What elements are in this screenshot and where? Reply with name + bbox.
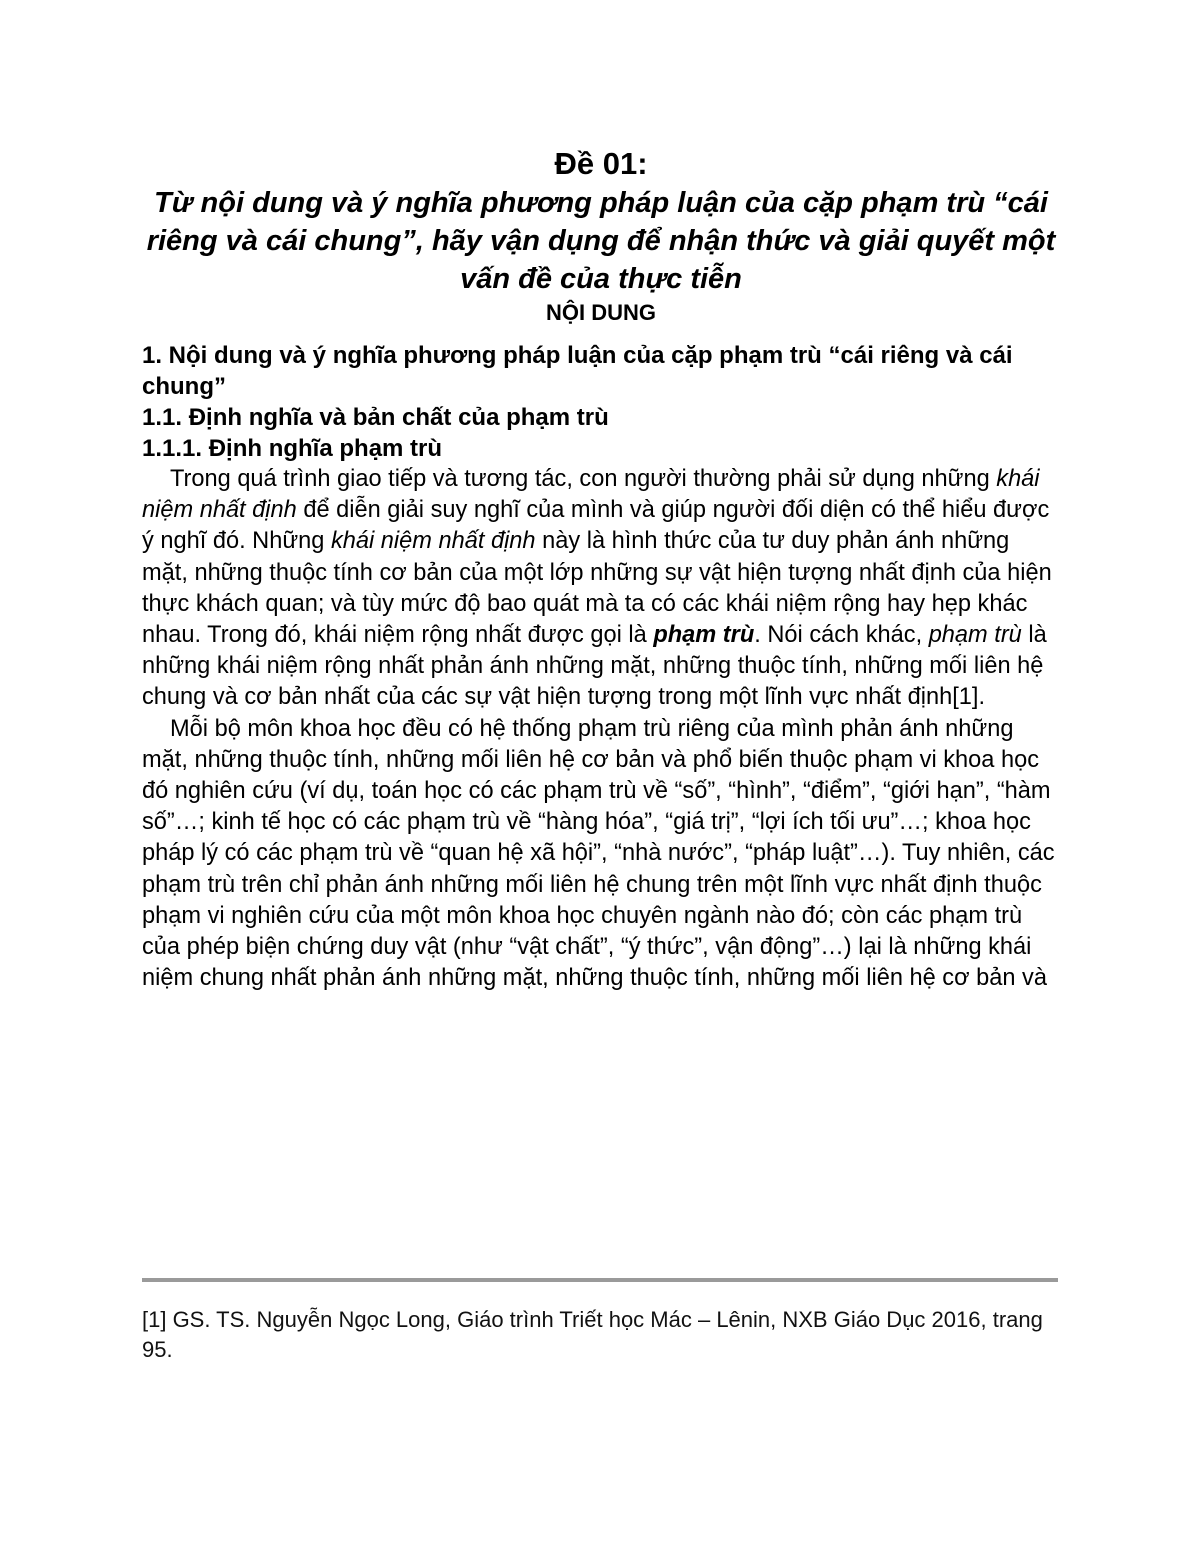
para1-italic-2: khái niệm nhất định (330, 528, 536, 555)
content-heading: NỘI DUNG (546, 300, 656, 325)
heading-1-1-1: 1.1.1. Định nghĩa phạm trù (142, 435, 443, 462)
paragraph-1 (142, 464, 1060, 714)
main-content (142, 144, 1060, 994)
paragraph-2: Mỗi bộ môn khoa học đều có hệ thống phạm trù riêng của mình phản ánh những mặt, những thuộc tính, những mối liên hệ cơ bản và phổ biến thuộc phạm vi khoa học đó nghiên cứu (ví dụ, toán học có các phạm trù về “số”, “hình”, “điểm”, “giới hạn”, “hàm số”…; kinh tế học có các phạm trù về “hàng hóa”, “giá trị”, “lợi ích tối ưu”…; khoa học pháp lý có các phạm trù về “quan hệ xã hội”, “nhà nước”, “pháp luật”…). Tuy nhiên, các phạm trù trên chỉ phản ánh những mối liên hệ chung trên một lĩnh vực nhất định thuộc phạm vi nghiên cứu của một môn khoa học chuyên ngành nào đó; còn các phạm trù của phép biện chứng duy vật (như “vật chất”, “ý thức”, vận động”…) lại là những khái niệm chung nhất phản ánh những mặt, những thuộc tính, những mối liên hệ cơ bản và (142, 715, 1055, 992)
topic-title: Từ nội dung và ý nghĩa phương pháp luận của cặp phạm trù “cái riêng và cái chung”, hãy vận dụng để nhận thức và giải quyết một vấn đề của thực tiễn (146, 187, 1056, 295)
para1-italic-1: khái niệm nhất định (142, 466, 1040, 524)
para1-text-5: là những khái niệm rộng nhất phản ánh những mặt, những thuộc tính, những mối liên hệ chung và cơ bản nhất của các sự vật hiện tượng trong một lĩnh vực nhất định (142, 622, 1047, 711)
para1-italic-3: phạm trù (928, 622, 1022, 649)
para1-text-6: . (978, 684, 985, 711)
heading-1: 1. Nội dung và ý nghĩa phương pháp luận của cặp phạm trù “cái riêng và cái chung” (142, 342, 1013, 400)
para1-text-3: này là hình thức của tư duy phản ánh những mặt, những thuộc tính cơ bản của một lớp những sự vật hiện tượng nhất định của hiện thực khách quan; và tùy mức độ bao quát mà ta có các khái niệm rộng hay hẹp khác nhau. Trong đó, khái niệm rộng nhất được gọi là (142, 528, 1052, 649)
para1-text-4: . Nói cách khác, (754, 622, 929, 649)
footnote-ref[interactable]: [1] (952, 684, 979, 711)
footnote-separator (142, 1278, 1058, 1282)
para1-bold-italic-term: phạm trù (653, 622, 755, 649)
para1-text-2: để diễn giải suy nghĩ của mình và giúp người đối diện có thể hiểu được ý nghĩ đó. Những (142, 497, 1050, 555)
para1-text-1: Trong quá trình giao tiếp và tương tác, con người thường phải sử dụng những (170, 466, 997, 492)
footnote: [1] GS. TS. Nguyễn Ngọc Long, Giáo trình Triết học Mác – Lênin, NXB Giáo Dục 2016, trang 95. (142, 1307, 1043, 1362)
exam-title: Đề 01: (554, 146, 648, 181)
heading-1-1: 1.1. Định nghĩa và bản chất của phạm trù (142, 404, 609, 431)
